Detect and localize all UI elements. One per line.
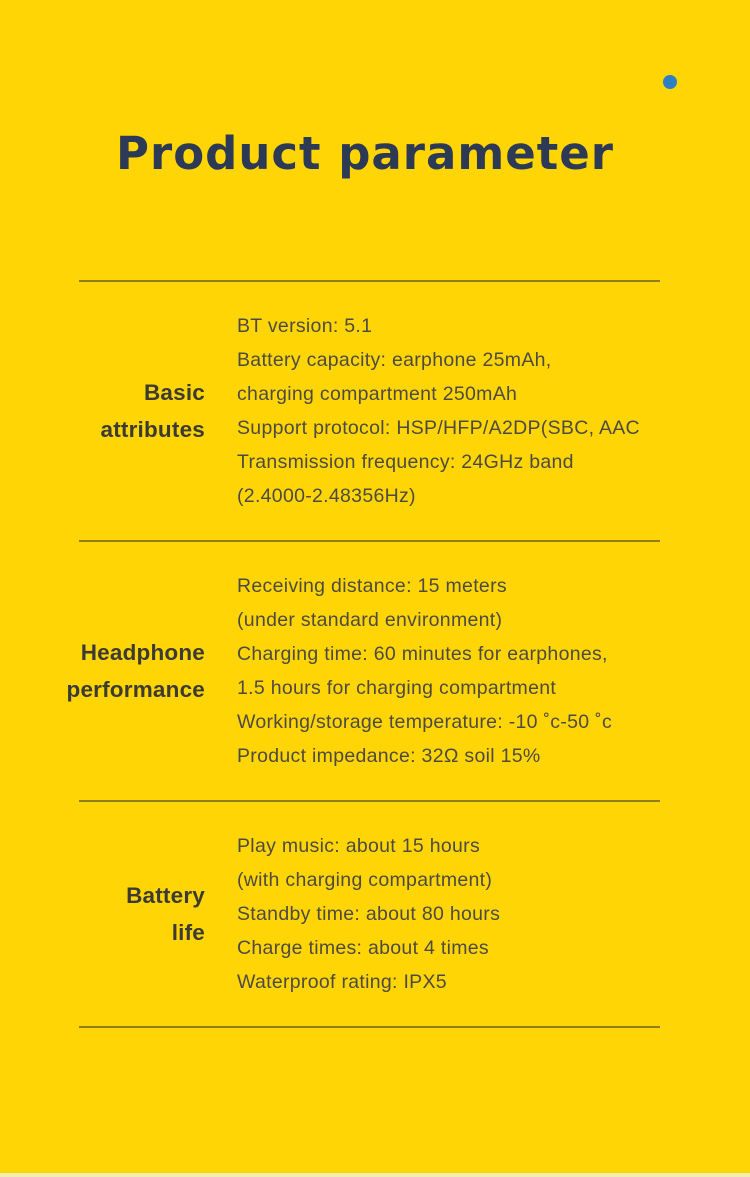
spec-row: Standby time: about 80 hours	[237, 903, 501, 925]
section-values	[237, 569, 750, 773]
spec-row: Battery capacity: earphone 25mAh,	[237, 349, 552, 371]
spec-row: charging compartment 250mAh	[237, 383, 518, 405]
divider	[79, 1026, 660, 1028]
sections	[0, 280, 750, 1028]
section-label	[0, 634, 205, 708]
section-values	[237, 829, 750, 999]
section-label-line: Battery	[126, 883, 205, 908]
section-label-line: Basic	[143, 380, 205, 405]
spec-row: (with charging compartment)	[237, 869, 493, 891]
spec-row: Charge times: about 4 times	[237, 937, 489, 959]
section-label-line: life	[171, 920, 205, 945]
spec-row: Product impedance: 32Ω soil 15%	[237, 745, 541, 767]
spec-row: Receiving distance: 15 meters	[237, 575, 507, 597]
accent-dot	[663, 75, 677, 89]
spec-row: Play music: about 15 hours	[237, 835, 481, 857]
spec-row: Waterproof rating: IPX5	[237, 971, 447, 993]
section-label-line: Headphone	[80, 640, 205, 665]
spec-row: Support protocol: HSP/HFP/A2DP(SBC, AAC	[237, 417, 640, 439]
spec-row: Transmission frequency: 24GHz band	[237, 451, 574, 473]
section-label-line: performance	[66, 677, 205, 702]
section-label	[0, 877, 205, 951]
spec-section	[0, 542, 750, 800]
spec-row: Charging time: 60 minutes for earphones,	[237, 643, 608, 665]
spec-row: (under standard environment)	[237, 609, 503, 631]
spec-row: 1.5 hours for charging compartment	[237, 677, 557, 699]
spec-section	[0, 802, 750, 1026]
spec-row: (2.4000-2.48356Hz)	[237, 485, 416, 507]
bottom-strip	[0, 1173, 750, 1177]
page-title: Product parameter	[116, 127, 614, 180]
section-label	[0, 374, 205, 448]
spec-row: BT version: 5.1	[237, 315, 373, 337]
spec-row: Working/storage temperature: -10 ˚c-50 ˚c	[237, 711, 613, 733]
section-label-line: attributes	[100, 417, 205, 442]
spec-section	[0, 282, 750, 540]
section-values	[237, 309, 750, 513]
